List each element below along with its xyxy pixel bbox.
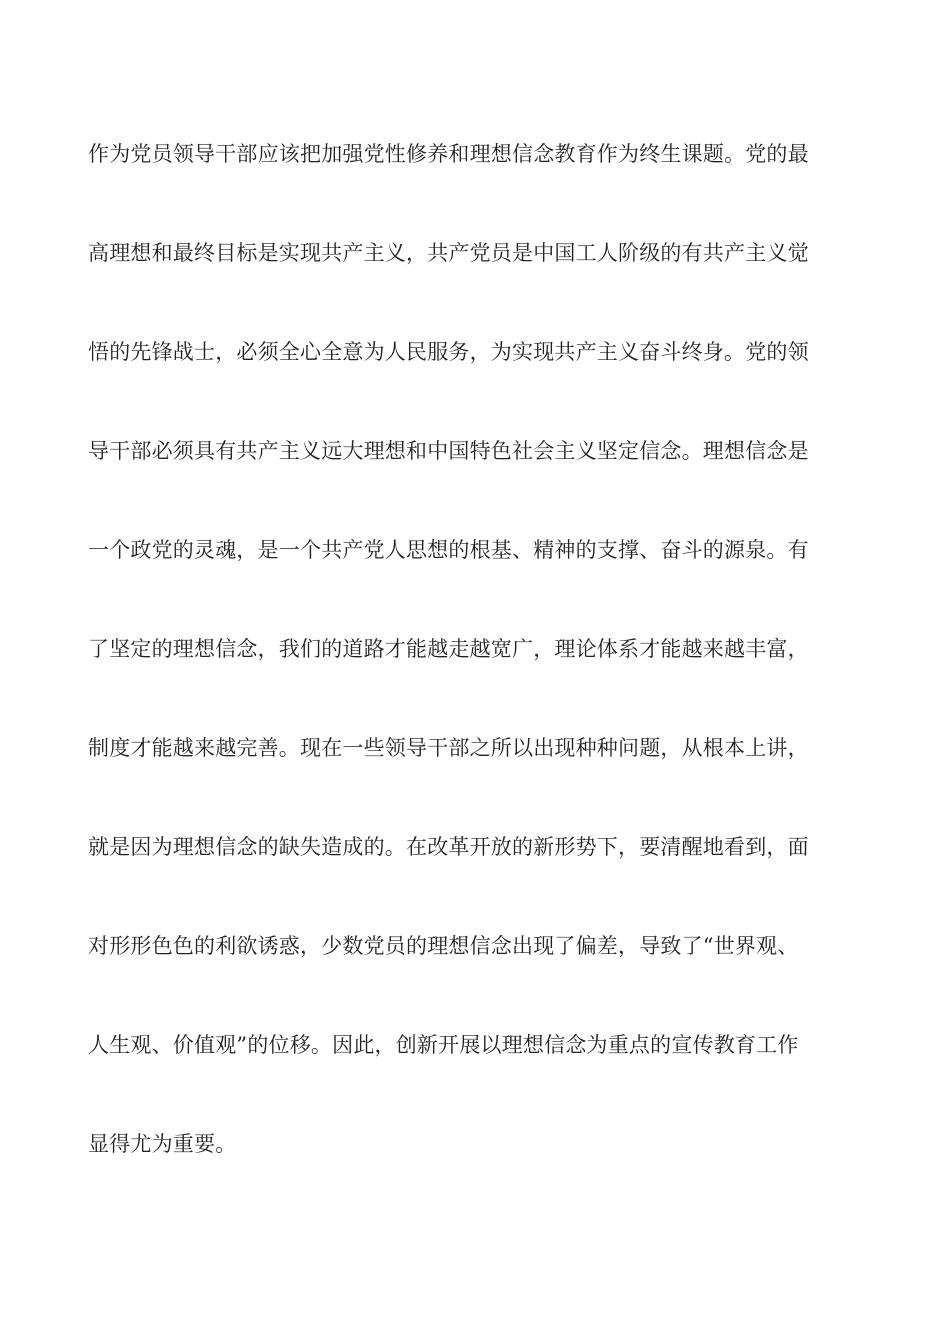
paragraph-line: 高理想和最终目标是实现共产主义，共产党员是中国工人阶级的有共产主义觉 <box>88 241 809 265</box>
paragraph-line: 显得尤为重要。 <box>88 1132 237 1156</box>
paragraph-line: 人生观、价值观”的位移。因此，创新开展以理想信念为重点的宣传教育工作 <box>88 1033 799 1057</box>
body-paragraph <box>88 130 858 1219</box>
paragraph-line: 悟的先锋战士，必须全心全意为人民服务，为实现共产主义奋斗终身。党的领 <box>88 340 809 364</box>
paragraph-line: 了坚定的理想信念，我们的道路才能越走越宽广，理论体系才能越来越丰富， <box>88 637 809 661</box>
paragraph-line: 对形形色色的利欲诱惑，少数党员的理想信念出现了偏差，导致了“世界观、 <box>88 934 799 958</box>
paragraph-line: 一个政党的灵魂，是一个共产党人思想的根基、精神的支撑、奋斗的源泉。有 <box>88 538 809 562</box>
paragraph-line: 就是因为理想信念的缺失造成的。在改革开放的新形势下，要清醒地看到，面 <box>88 835 809 859</box>
paragraph-line: 制度才能越来越完善。现在一些领导干部之所以出现种种问题，从根本上讲， <box>88 736 809 760</box>
paragraph-line: 导干部必须具有共产主义远大理想和中国特色社会主义坚定信念。理想信念是 <box>88 439 809 463</box>
paragraph-line: 作为党员领导干部应该把加强党性修养和理想信念教育作为终生课题。党的最 <box>88 142 809 166</box>
